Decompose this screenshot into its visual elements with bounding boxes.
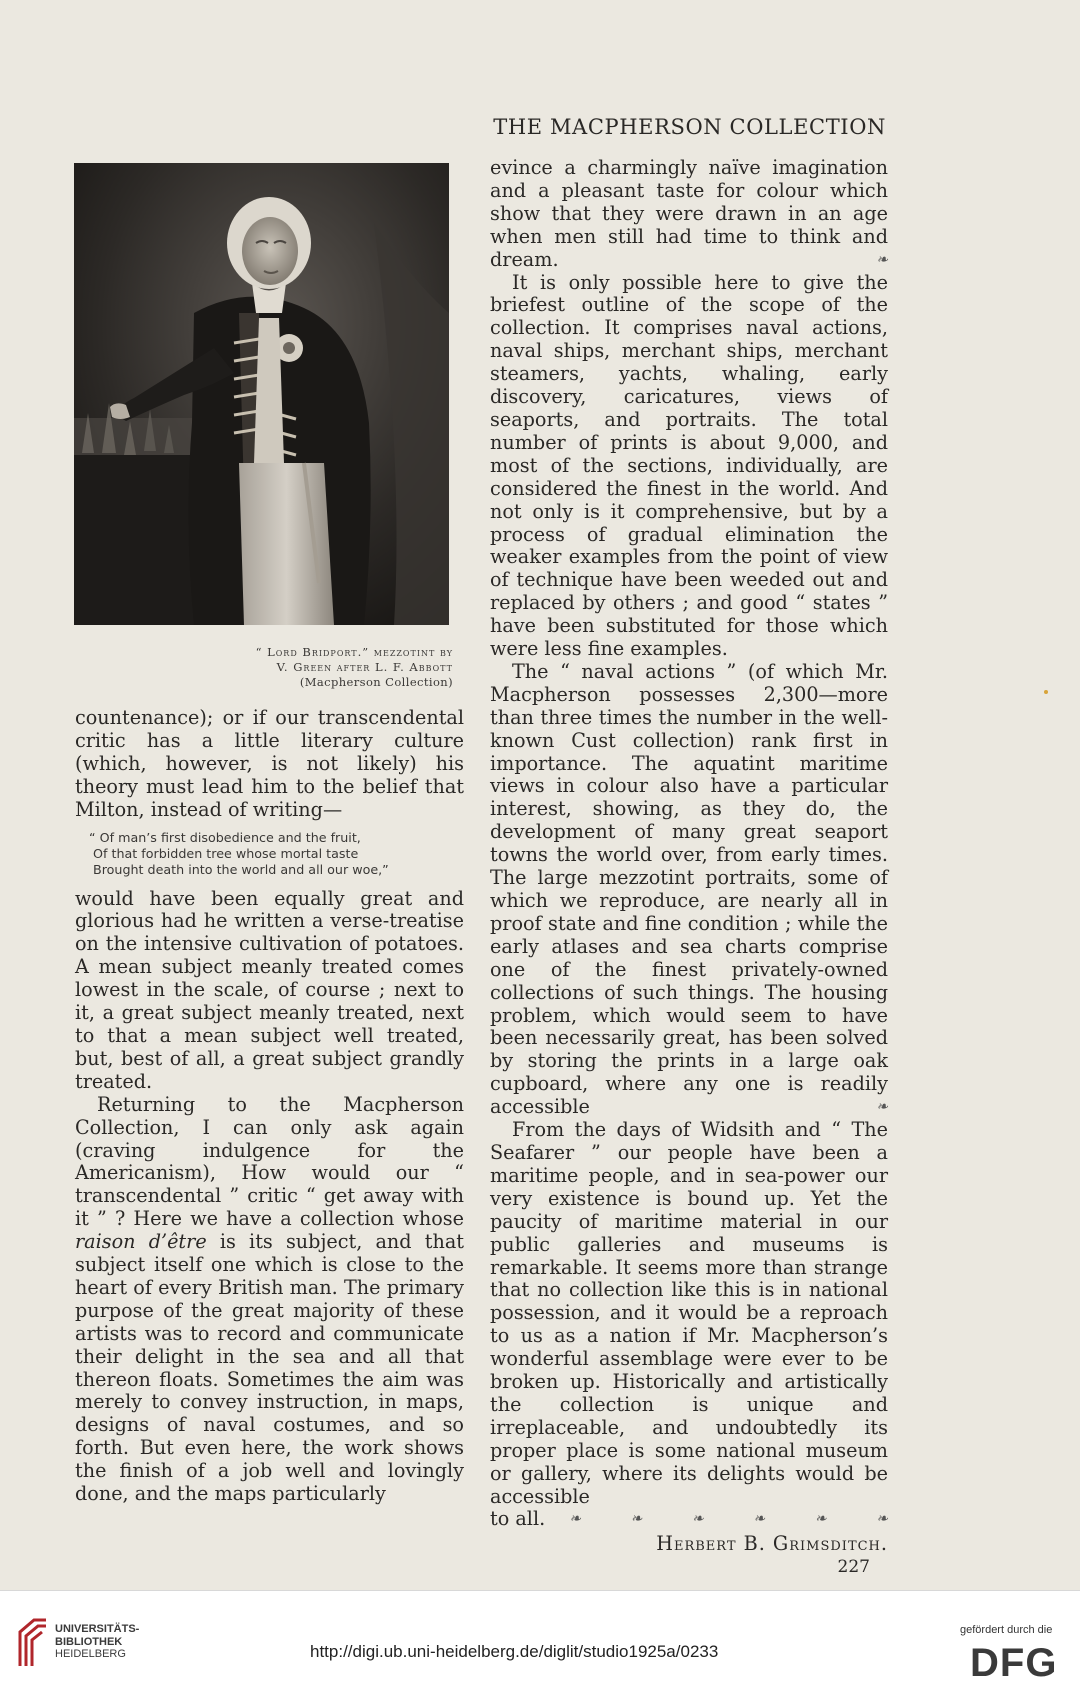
page-number: 227 [837, 1557, 870, 1578]
source-url-link[interactable]: http://digi.ub.uni-heidelberg.de/diglit/studio1925a/0233 [310, 1642, 719, 1661]
caption-line-2: V. Green after L. F. Abbott [276, 660, 453, 674]
verse-line-1: “ Of man’s first disobedience and the fruit, [89, 829, 361, 845]
author-signature: Herbert B. Grimsditch. [656, 1532, 888, 1556]
leaf-ornament-row [545, 1508, 888, 1531]
leaf-ornament-icon: ❧ [630, 1511, 643, 1528]
right-paragraph-4: From the days of Widsith and “ The Seafarer ” our people have been a maritime people, and in sea-power our very existence is bound up. Yet the paucity of maritime material in our public galleries and museums is remarkable. It seems more than strange that no collection like this is in national possession, and it would be a reproach to us as a nation if Mr. Macpherson’s wonderful assemblage were ever to be broken up. Historically and artistically the collection is unique and irreplaceable, and undoubtedly its proper place is some national museum or gallery, where its delights would be accessible [490, 1118, 888, 1508]
margin-mark [1044, 690, 1048, 694]
left-column [75, 707, 464, 1506]
leaf-ornament-icon: ❧ [814, 1511, 827, 1528]
left-paragraph-3 [75, 1094, 464, 1506]
caption-line-1: “ Lord Bridport.” mezzotint by [255, 645, 453, 659]
right-paragraph-3 [490, 661, 888, 1119]
left-paragraph-1: countenance); or if our transcendental critic has a little literary culture (which, however, is not likely) his theory must lead him to the belief that Milton, instead of writing— [75, 706, 464, 821]
left-paragraph-3a: Returning to the Macpherson Collection, I can only ask again (craving indulgence for the Americanism), How would our “ transcendental ” critic “ get away with it ” ? Here we have a collection whose [75, 1092, 464, 1231]
digitization-footer [0, 1590, 1080, 1706]
closing-line [490, 1508, 888, 1531]
funding-label: gefördert durch die [960, 1624, 1053, 1636]
leaf-ornament-icon: ❧ [753, 1511, 766, 1528]
left-paragraph-2: would have been equally great and glorious had he written a verse-treatise on the intensive cultivation of potatoes. A mean subject meanly treated comes lowest in the scale, of course ; next to it, a great subject meanly treated, next to that a mean subject well treated, but, best of all, a great subject grandly treated. [75, 886, 464, 1093]
portrait-plate [74, 163, 449, 625]
right-paragraph-1 [490, 157, 888, 272]
library-line-2: BIBLIOTHEK [55, 1635, 123, 1648]
leaf-ornament-icon: ❧ [876, 251, 888, 268]
right-column [490, 157, 888, 1579]
raison-detre: raison d’être [75, 1230, 207, 1254]
leaf-ornament-icon: ❧ [569, 1511, 581, 1528]
caption-line-3: (Macpherson Collection) [299, 675, 453, 689]
university-library-logo-icon [16, 1618, 50, 1668]
leaf-ornament-icon: ❧ [876, 1099, 888, 1116]
running-head: THE MACPHERSON COLLECTION [493, 115, 886, 139]
milton-quotation [89, 830, 464, 878]
right-paragraph-1-text: evince a charmingly naïve imagination and a pleasant taste for colour which show that they were drawn in an age when men still had time to think and dream. [490, 156, 888, 271]
library-name [55, 1623, 139, 1661]
plate-caption [150, 645, 453, 690]
leaf-ornament-icon: ❧ [876, 1511, 888, 1528]
leaf-ornament-icon: ❧ [692, 1511, 704, 1528]
library-line-1: UNIVERSITÄTS- [55, 1623, 140, 1635]
left-paragraph-3b: is its subject, and that subject itself one which is close to the heart of every British man. The primary purpose of the great majority of these artists was to record and communicate their delight in the sea and all that thereon floats. Sometimes the aim was merely to convey instruction, in maps, designs of naval costumes, and so forth. But even here, the work shows the finish of a job well and lovingly done, and the maps particularly [75, 1230, 464, 1506]
verse-line-3: Brought death into the world and all our woe,” [93, 861, 389, 877]
dfg-logo: DFG [970, 1641, 1058, 1685]
right-paragraph-3-text: The “ naval actions ” (of which Mr. Macpherson possesses 2,300—more than three times the number in the well-known Cust collection) rank first in importance. The aquatint maritime views in colour also have a particular interest, showing, as they do, the development of many great seaport towns the world over, from early times. The large mezzotint portraits, some of which we reproduce, are nearly all in proof state and fine condition ; while the early atlases and sea charts comprise one of the finest privately-owned collections of such things. The housing problem, which would seem to have been necessarily great, has been solved by storing the prints in a large oak cupboard, where any one is readily accessible [490, 659, 888, 1119]
verse-line-2: Of that forbidden tree whose mortal taste [93, 845, 359, 861]
right-paragraph-2 [490, 272, 888, 661]
closing-text: to all. [490, 1507, 546, 1531]
library-line-3: HEIDELBERG [55, 1648, 126, 1660]
portrait-image [74, 163, 449, 625]
right-paragraph-2-text: It is only possible here to give the briefest outline of the scope of the collection. It comprises naval actions, naval ships, merchant ships, merchant steamers, yachts, whaling, early discovery, caricatures, views of seaports, and portraits. The total number of prints is about 9,000, and most of the sections, individually, are considered the finest in the world. And not only is it comprehensive, but by a process of gradual elimination the weaker examples from the point of view of technique have been weeded out and replaced by others ; and good “ states ” have been substituted for those which were less fine examples. [490, 270, 888, 661]
